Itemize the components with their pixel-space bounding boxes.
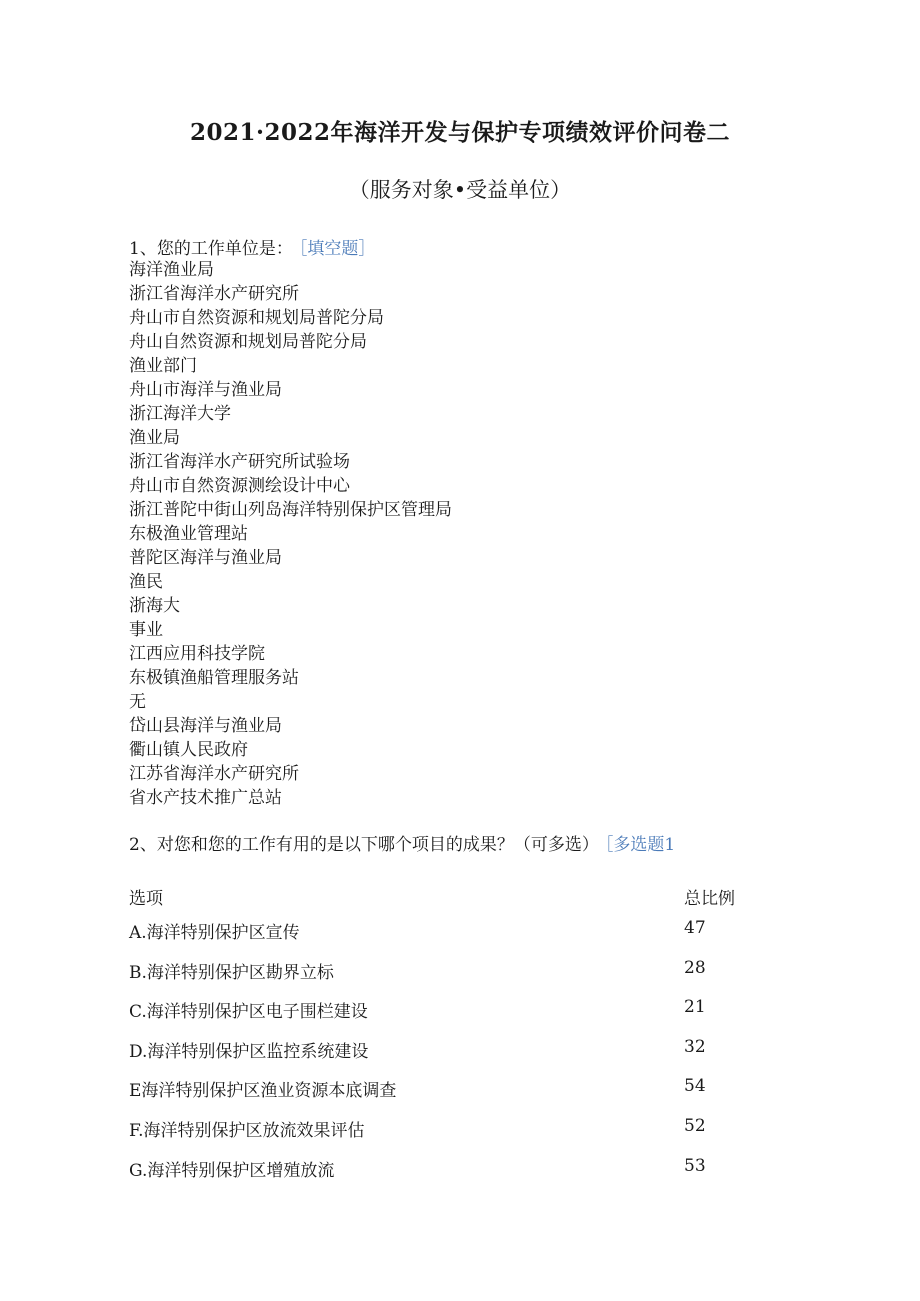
answer-item: 浙江海洋大学: [129, 404, 231, 424]
table-row: [129, 918, 749, 958]
row-option: G.海洋特别保护区增殖放流: [129, 1160, 335, 1181]
answer-item: 省水产技术推广总站: [129, 788, 282, 808]
table-row: [129, 958, 749, 998]
header-option: 选项: [129, 889, 163, 909]
row-option: A.海洋特别保护区宣传: [129, 923, 300, 943]
row-option: B.海洋特别保护区勘界立标: [129, 962, 334, 983]
answer-item: 普陀区海洋与渔业局: [129, 548, 282, 568]
answer-item: 东极镇渔船管理服务站: [129, 668, 299, 688]
question-2: [129, 830, 675, 855]
header-ratio: 总比例: [684, 889, 735, 909]
answer-item: 浙江省海洋水产研究所试验场: [129, 452, 350, 472]
question-1-text: 1、您的工作单位是：: [129, 239, 293, 259]
row-value: 52: [684, 1115, 706, 1136]
answer-item: 江苏省海洋水产研究所: [129, 764, 299, 784]
question-2-text: 2、对您和您的工作有用的是以下哪个项目的成果？（可多选）: [129, 835, 599, 855]
answer-item: 浙海大: [129, 596, 180, 616]
table-row: [129, 1116, 749, 1156]
answer-item: 无: [129, 692, 146, 712]
answer-item: 江西应用科技学院: [129, 644, 265, 664]
answer-item: 浙江普陀中街山列岛海洋特别保护区管理局: [129, 500, 452, 520]
row-option: E海洋特别保护区渔业资源本底调查: [129, 1081, 397, 1102]
answer-item: 渔民: [129, 572, 163, 592]
row-value: 28: [684, 957, 706, 978]
answer-item: 事业: [129, 620, 163, 640]
document-title: 2021·2022年海洋开发与保护专项绩效评价问卷二: [189, 119, 731, 146]
answer-item: 衢山镇人民政府: [129, 740, 248, 760]
table-row: [129, 1076, 749, 1116]
row-value: 21: [684, 997, 706, 1018]
answer-item: 舟山市自然资源和规划局普陀分局: [129, 308, 384, 328]
answer-item: 东极渔业管理站: [129, 524, 248, 544]
answer-item: 海洋渔业局: [129, 260, 214, 280]
answer-item: 渔业局: [129, 428, 180, 448]
question-1: [129, 234, 375, 259]
answer-item: 舟山市海洋与渔业局: [129, 380, 282, 400]
question-1-type-tag: ［填空题］: [298, 239, 376, 259]
question-1-answer-list: [129, 258, 452, 810]
results-table: [129, 918, 749, 1195]
question-2-type-tag: ［多选题1: [604, 835, 676, 855]
row-value: 54: [684, 1076, 706, 1097]
answer-item: 渔业部门: [129, 356, 197, 376]
answer-item: 岱山县海洋与渔业局: [129, 716, 282, 736]
table-row: [129, 1156, 749, 1196]
answer-item: 舟山市自然资源测绘设计中心: [129, 476, 350, 496]
row-option: F.海洋特别保护区放流效果评估: [129, 1120, 365, 1141]
row-value: 47: [684, 918, 706, 938]
table-row: [129, 997, 749, 1037]
row-value: 32: [684, 1036, 706, 1057]
answer-item: 舟山自然资源和规划局普陀分局: [129, 332, 367, 352]
row-option: C.海洋特别保护区电子围栏建设: [129, 1002, 368, 1023]
row-value: 53: [684, 1155, 706, 1176]
table-row: [129, 1037, 749, 1077]
row-option: D.海洋特别保护区监控系统建设: [129, 1041, 369, 1062]
answer-item: 浙江省海洋水产研究所: [129, 284, 299, 304]
document-subtitle: （服务对象•受益单位）: [348, 178, 572, 202]
